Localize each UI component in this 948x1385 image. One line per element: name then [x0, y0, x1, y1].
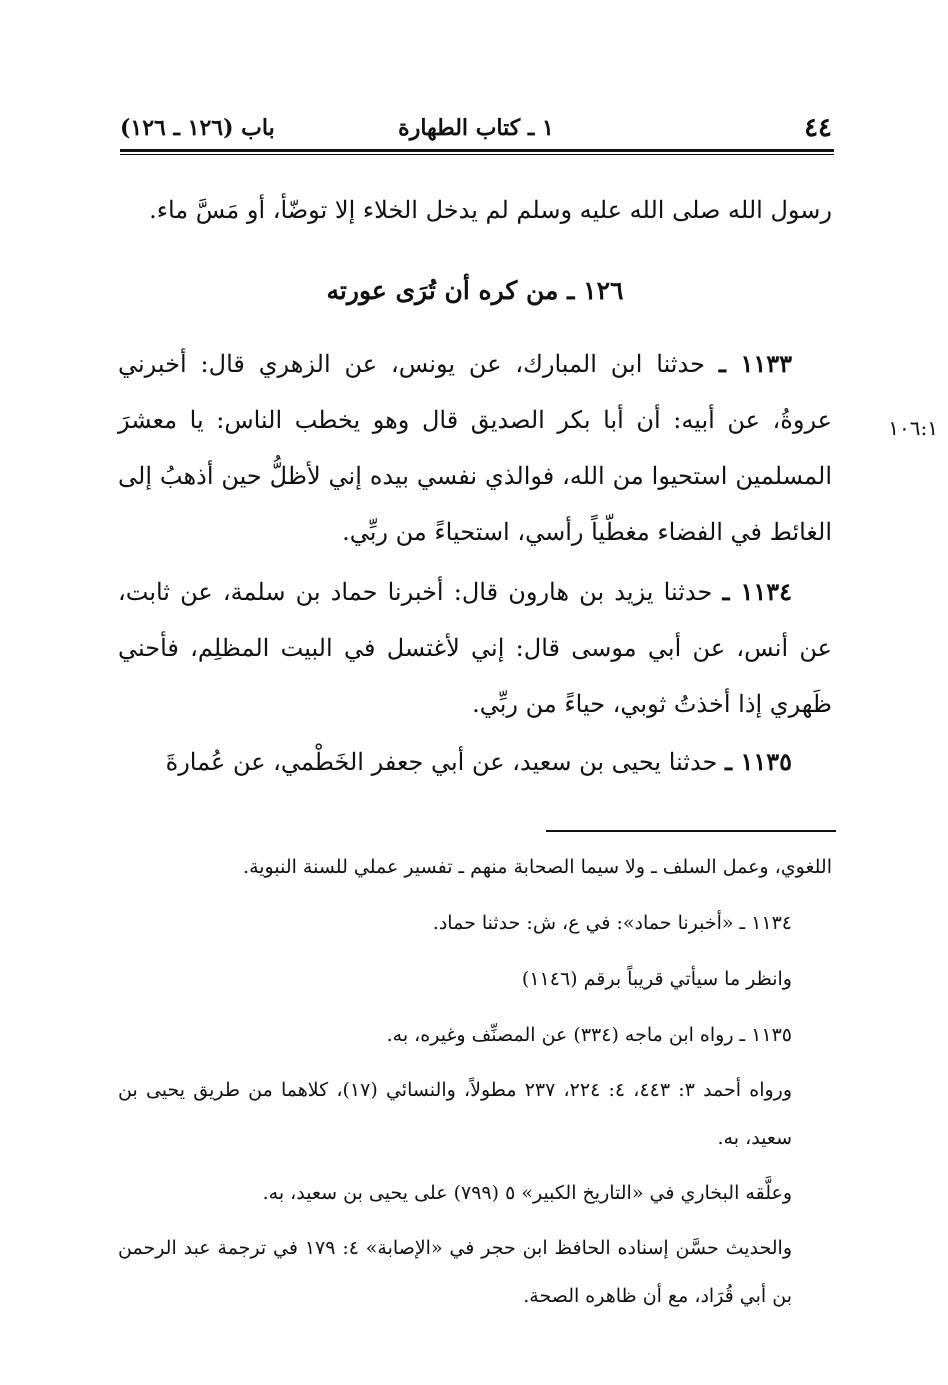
footnote: ورواه أحمد ٣: ٤٤٣، ٤: ٢٢٤، ٢٣٧ مطولاً، والنسائي (١٧)، كلاهما من طريق يحيى بن سعيد، به. [118, 1079, 792, 1149]
hadith-number: ١١٣٣ ـ [718, 349, 793, 378]
footnote: ١١٣٥ ـ رواه ابن ماجه (٣٣٤) عن المصنِّف وغيره، به. [386, 1024, 792, 1046]
footnote: والحديث حسَّن إسناده الحافظ ابن حجر في «الإصابة» ٤: ١٧٩ في ترجمة عبد الرحمن بن أبي قُرَاد، مع أن ظاهره الصحة. [118, 1237, 792, 1307]
hadith-paragraph-1133 [118, 336, 832, 560]
page-number: ٤٤ [804, 113, 832, 143]
header-rule [120, 149, 834, 152]
footnote: وانظر ما سيأتي قريباً برقم (١١٤٦) [521, 968, 792, 990]
hadith-paragraph-1134 [118, 564, 832, 732]
hadith-paragraph-1135 [118, 734, 832, 790]
chapter-range: باب (١٢٦ ـ ١٢٦) [120, 115, 275, 141]
hadith-text: حدثنا يحيى بن سعيد، عن أبي جعفر الخَطْمي، عن عُمارةَ [165, 748, 718, 776]
footnote: وعلَّقه البخاري في «التاريخ الكبير» ٥ (٧٩٩) على يحيى بن سعيد، به. [262, 1182, 792, 1204]
header-rule-thin [120, 154, 834, 155]
footnote: اللغوي، وعمل السلف ـ ولا سيما الصحابة منهم ـ تفسير عملي للسنة النبوية. [243, 856, 832, 878]
running-header [120, 108, 832, 148]
footnote: ١١٣٤ ـ «أخبرنا حماد»: في ع، ش: حدثنا حماد. [432, 912, 792, 934]
hadith-number: ١١٣٥ ـ [725, 747, 792, 776]
hadith-text: حدثنا ابن المبارك، عن يونس، عن الزهري قال: أخبرني عروةُ، عن أبيه: أن أبا بكر الصديق قال وهو يخطب الناس: يا معشرَ المسلمين استحيوا من الله، فوالذي نفسي بيده إني لأظلُّ حين أذهبُ إلى الغائط في الفضاء مغطّياً رأسي، استحياءً من ربِّي. [118, 350, 832, 546]
margin-reference: ١٠٦:١ [888, 416, 938, 440]
continuation-text: رسول الله صلى الله عليه وسلم لم يدخل الخلاء إلا توضّأ، أو مَسَّ ماء. [149, 196, 832, 224]
footnotes [118, 842, 832, 1326]
hadith-number: ١١٣٤ ـ [722, 577, 792, 606]
section-heading: ١٢٦ ـ من كره أن تُرَى عورته [326, 276, 624, 305]
footnote-separator [546, 830, 836, 832]
book-title: ١ ـ كتاب الطهارة [398, 115, 554, 141]
hadith-text: حدثنا يزيد بن هارون قال: أخبرنا حماد بن سلمة، عن ثابت، عن أنس، عن أبي موسى قال: إني لأغتسل في البيت المظلِم، فأحني ظَهري إذا أخذتُ ثوبي، حياءً من ربِّي. [118, 578, 832, 718]
